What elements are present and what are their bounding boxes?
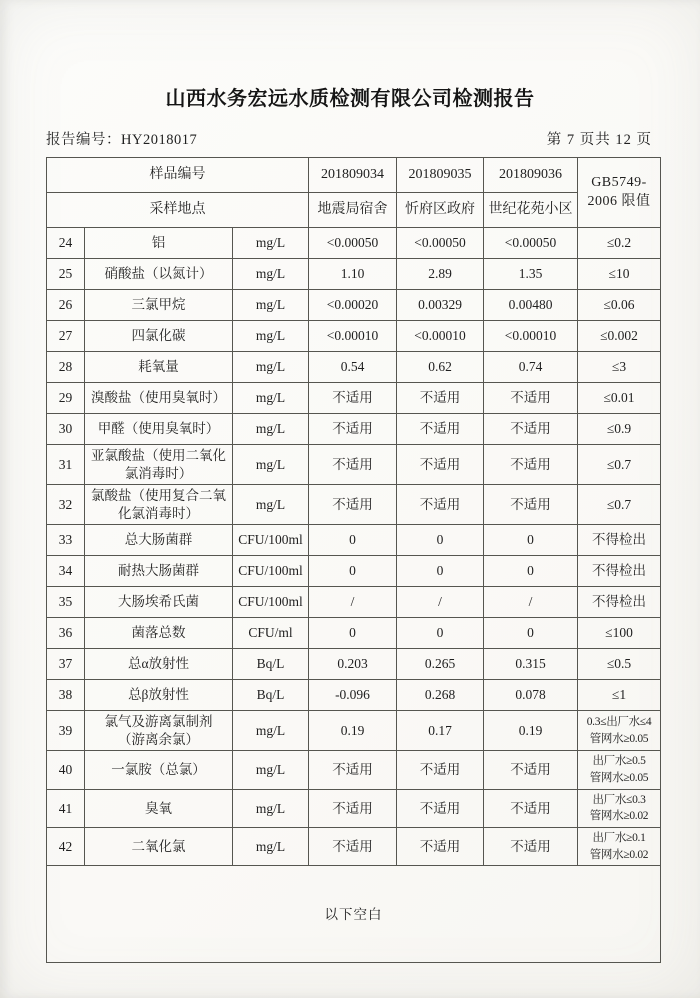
value-cell: 1.10 [309,259,397,290]
row-no-cell: 40 [47,751,85,789]
report-number-value: HY2018017 [121,132,198,148]
value-cell: 2.89 [397,259,484,290]
result-row [47,525,661,556]
limit-cell: ≤3 [578,352,661,383]
item-name-cell: 四氯化碳 [85,321,233,352]
value-cell: 0 [484,556,578,587]
value-cell: 不适用 [484,485,578,525]
value-cell: 不适用 [397,789,484,827]
value-cell: 0 [309,556,397,587]
item-name-cell: 臭氧 [85,789,233,827]
value-cell: 0.00329 [397,290,484,321]
value-cell: 0.203 [309,649,397,680]
unit-cell: mg/L [233,711,309,751]
item-name-cell: 氯酸盐（使用复合二氧化氯消毒时） [85,485,233,525]
row-no-cell: 26 [47,290,85,321]
unit-cell: mg/L [233,827,309,865]
limit-cell: 出厂水≤0.3 管网水≥0.02 [578,789,661,827]
value-cell: 0.315 [484,649,578,680]
page-indicator: 第 7 页共 12 页 [546,132,652,148]
result-row [47,827,661,865]
value-cell: 不适用 [397,445,484,485]
result-row [47,711,661,751]
value-cell: 不适用 [484,827,578,865]
unit-cell: mg/L [233,290,309,321]
unit-cell: mg/L [233,383,309,414]
unit-cell: CFU/100ml [233,525,309,556]
sample-id-3: 201809036 [484,158,578,193]
sample-id-row [47,158,661,193]
value-cell: 不适用 [397,485,484,525]
unit-cell: mg/L [233,228,309,259]
row-no-cell: 41 [47,789,85,827]
value-cell: -0.096 [309,680,397,711]
row-no-cell: 35 [47,587,85,618]
item-name-cell: 一氯胺（总氯） [85,751,233,789]
value-cell: / [484,587,578,618]
result-row [47,485,661,525]
item-name-cell: 甲醛（使用臭氧时） [85,414,233,445]
value-cell: <0.00010 [309,321,397,352]
result-row [47,649,661,680]
result-row [47,352,661,383]
value-cell: 0 [397,618,484,649]
location-2: 忻府区政府 [397,193,484,228]
unit-cell: mg/L [233,789,309,827]
result-row [47,587,661,618]
location-1: 地震局宿舍 [309,193,397,228]
limit-cell: 不得检出 [578,525,661,556]
limit-cell: ≤0.01 [578,383,661,414]
unit-cell: mg/L [233,414,309,445]
unit-cell: mg/L [233,352,309,383]
table-body [47,228,661,866]
item-name-cell: 溴酸盐（使用臭氧时） [85,383,233,414]
row-no-cell: 24 [47,228,85,259]
value-cell: 0 [397,525,484,556]
value-cell: <0.00050 [397,228,484,259]
row-no-cell: 34 [47,556,85,587]
row-no-cell: 28 [47,352,85,383]
unit-cell: mg/L [233,259,309,290]
unit-cell: CFU/ml [233,618,309,649]
report-number-label: 报告编号： [46,132,121,148]
result-row [47,383,661,414]
limit-cell: ≤0.7 [578,485,661,525]
result-row [47,414,661,445]
value-cell: 0.268 [397,680,484,711]
value-cell: 不适用 [309,485,397,525]
item-name-cell: 氯气及游离氯制剂 （游离余氯） [85,711,233,751]
value-cell: 0.17 [397,711,484,751]
limit-cell: ≤0.7 [578,445,661,485]
item-name-cell: 耐热大肠菌群 [85,556,233,587]
page-title: 山西水务宏远水质检测有限公司检测报告 [165,88,535,110]
result-row [47,445,661,485]
limit-cell: ≤0.06 [578,290,661,321]
sampling-location-row [47,193,661,228]
result-row [47,618,661,649]
value-cell: 0.54 [309,352,397,383]
value-cell: 不适用 [397,414,484,445]
value-cell: 0.078 [484,680,578,711]
row-no-cell: 39 [47,711,85,751]
result-row [47,680,661,711]
limit-cell: 0.3≤出厂水≤4 管网水≥0.05 [578,711,661,751]
value-cell: 不适用 [309,751,397,789]
value-cell: 不适用 [484,414,578,445]
value-cell: 不适用 [484,789,578,827]
row-no-cell: 32 [47,485,85,525]
limit-cell: ≤0.002 [578,321,661,352]
limit-cell: 不得检出 [578,556,661,587]
value-cell: 不适用 [484,383,578,414]
row-no-cell: 27 [47,321,85,352]
value-cell: 不适用 [397,383,484,414]
value-cell: 不适用 [397,751,484,789]
row-no-cell: 31 [47,445,85,485]
item-name-cell: 总大肠菌群 [85,525,233,556]
value-cell: 0 [484,525,578,556]
limit-cell: 出厂水≥0.5 管网水≥0.05 [578,751,661,789]
item-name-cell: 铝 [85,228,233,259]
result-row [47,259,661,290]
value-cell: 不适用 [309,827,397,865]
row-no-cell: 33 [47,525,85,556]
report-meta [46,128,652,149]
row-no-cell: 29 [47,383,85,414]
unit-cell: Bq/L [233,680,309,711]
item-name-cell: 大肠埃希氏菌 [85,587,233,618]
sample-id-1: 201809034 [309,158,397,193]
location-header: 采样地点 [47,193,309,228]
row-no-cell: 37 [47,649,85,680]
limit-cell: ≤10 [578,259,661,290]
row-no-cell: 38 [47,680,85,711]
sample-no-header: 样品编号 [47,158,309,193]
limit-cell: ≤0.2 [578,228,661,259]
results-table [46,157,661,963]
unit-cell: mg/L [233,445,309,485]
unit-cell: CFU/100ml [233,587,309,618]
value-cell: 0 [397,556,484,587]
value-cell: 0.265 [397,649,484,680]
unit-cell: mg/L [233,485,309,525]
result-row [47,556,661,587]
value-cell: 0 [309,618,397,649]
result-row [47,789,661,827]
value-cell: 不适用 [484,751,578,789]
value-cell: / [397,587,484,618]
value-cell: 不适用 [484,445,578,485]
limit-cell: ≤1 [578,680,661,711]
report-number [46,128,197,149]
item-name-cell: 耗氧量 [85,352,233,383]
value-cell: 0.74 [484,352,578,383]
item-name-cell: 二氧化氯 [85,827,233,865]
row-no-cell: 30 [47,414,85,445]
value-cell: 0 [309,525,397,556]
value-cell: <0.00050 [484,228,578,259]
result-row [47,751,661,789]
value-cell: 0 [484,618,578,649]
value-cell: 0.00480 [484,290,578,321]
limit-cell: 不得检出 [578,587,661,618]
value-cell: 不适用 [309,414,397,445]
value-cell: <0.00010 [397,321,484,352]
row-no-cell: 25 [47,259,85,290]
value-cell: 不适用 [309,445,397,485]
table-footer [47,866,661,963]
item-name-cell: 硝酸盐（以氮计） [85,259,233,290]
item-name-cell: 菌落总数 [85,618,233,649]
row-no-cell: 36 [47,618,85,649]
limit-cell: 出厂水≥0.1 管网水≥0.02 [578,827,661,865]
value-cell: 不适用 [397,827,484,865]
value-cell: <0.00010 [484,321,578,352]
result-row [47,321,661,352]
value-cell: 0.19 [309,711,397,751]
item-name-cell: 亚氯酸盐（使用二氧化氯消毒时） [85,445,233,485]
footer-note: 以下空白 [47,866,661,963]
limit-cell: ≤0.5 [578,649,661,680]
item-name-cell: 总α放射性 [85,649,233,680]
location-3: 世纪花苑小区 [484,193,578,228]
footer-row [47,866,661,963]
unit-cell: Bq/L [233,649,309,680]
value-cell: <0.00020 [309,290,397,321]
limit-cell: ≤100 [578,618,661,649]
row-no-cell: 42 [47,827,85,865]
unit-cell: mg/L [233,321,309,352]
unit-cell: mg/L [233,751,309,789]
value-cell: / [309,587,397,618]
limit-header: GB5749- 2006 限值 [578,158,661,228]
limit-cell: ≤0.9 [578,414,661,445]
result-row [47,228,661,259]
value-cell: 1.35 [484,259,578,290]
table-header [47,158,661,228]
value-cell: 不适用 [309,789,397,827]
value-cell: 0.62 [397,352,484,383]
item-name-cell: 总β放射性 [85,680,233,711]
unit-cell: CFU/100ml [233,556,309,587]
item-name-cell: 三氯甲烷 [85,290,233,321]
value-cell: 0.19 [484,711,578,751]
result-row [47,290,661,321]
sample-id-2: 201809035 [397,158,484,193]
value-cell: 不适用 [309,383,397,414]
value-cell: <0.00050 [309,228,397,259]
